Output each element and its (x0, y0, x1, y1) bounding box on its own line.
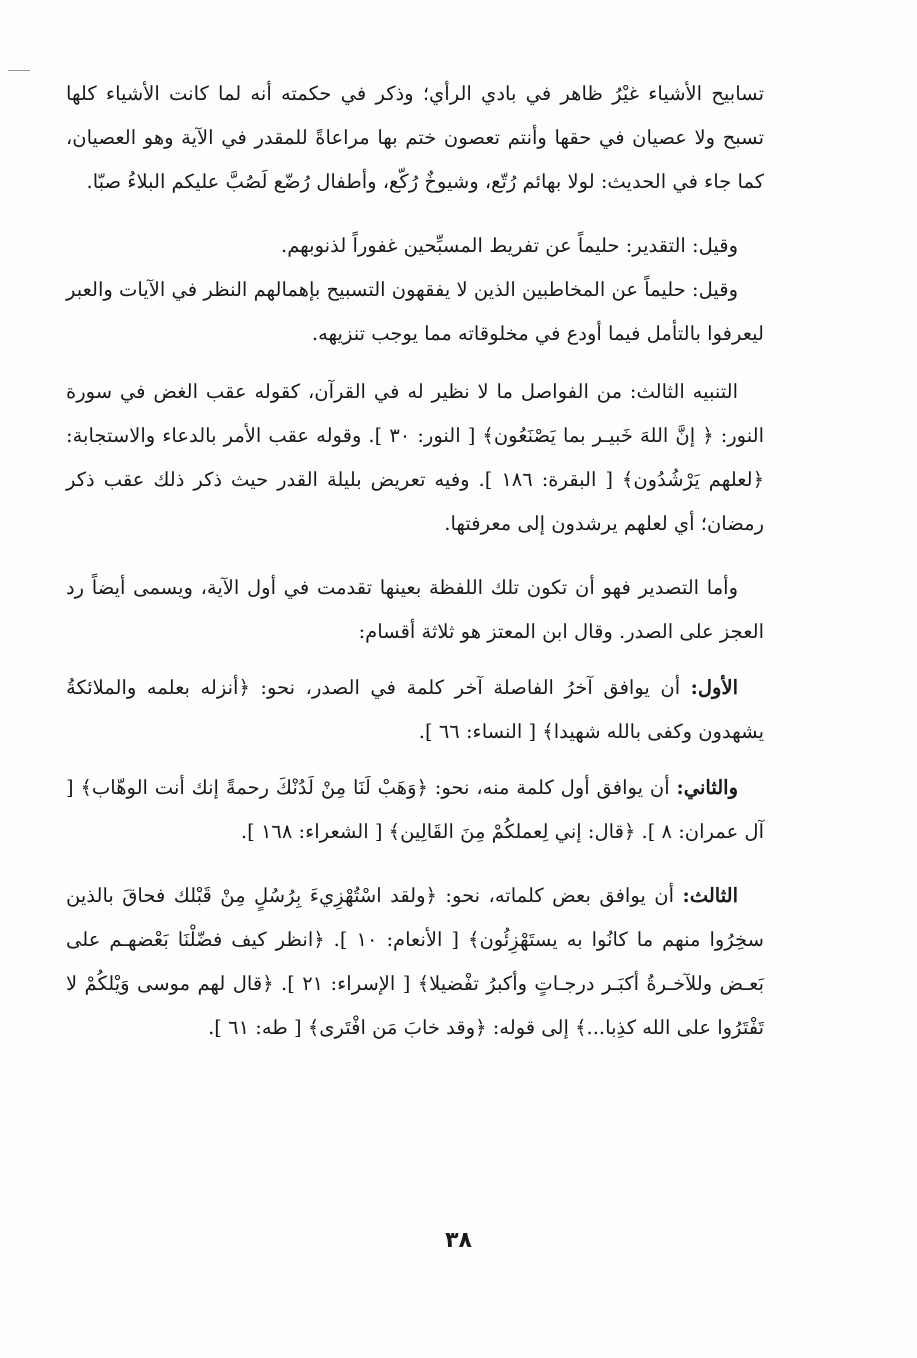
paragraph-8 (66, 874, 764, 1050)
paragraph-8-text: أن يوافق بعض كلماته، نحو: ﴿ولقد اسْتُهْزِيءَ بِرُسُلٍ مِنْ قَبْلك فحاقَ بالذين سخِرُوا منهم ما كانُوا به يستَهْزِئُون﴾ [ الأنعام: ١٠ ]. ﴿انظر كيف فضّلْنَا بَعْضهـم على بَعـض وللآخـرةُ أكبَـر درجـاتٍ وأكبرُ تفْضيلا﴾ [ الإسراء: ٢١ ]. ﴿قال لهم موسى وَيْلكُمْ لا تَفْتَرُوا على الله كذِبا...﴾ إلى قوله: ﴿وقد خابَ مَن افْتَرى﴾ [ طه: ٦١ ]. (66, 884, 764, 1039)
paragraph-5 (66, 566, 764, 654)
paragraph-3-text: وقيل: حليماً عن المخاطبين الذين لا يفقهون التسبيح بإهمالهم النظر في الآيات والعبر ليعرفوا بالتأمل فيما أودع في مخلوقاته مما يوجب تنزيهه. (66, 278, 764, 345)
paragraph-1-text: تسابيح الأشياء غيْرُ ظاهر في بادي الرأي؛ وذكر في حكمته أنه لما كانت الأشياء كلها تسبح ولا عصيان في حقها وأنتم تعصون ختم بها مراعاةً للمقدر في الآية وهو العصيان، كما جاء في الحديث: لولا بهائم رُتّع، وشيوخٌ رُكّع، وأطفال رُضّع لَصُبَّ عليكم البلاءُ صبّا. (66, 82, 764, 193)
page-number: ٣٨ (445, 1228, 472, 1253)
paragraph-2 (66, 224, 764, 268)
paragraph-4 (66, 370, 764, 546)
paragraph-6-text: أن يوافق آخرُ الفاصلة آخر كلمة في الصدر، نحو: ﴿أنزله بعلمه والملائكةُ يشهدون وكفى بالله شهيدا﴾ [ النساء: ٦٦ ]. (66, 676, 764, 743)
paragraph-4-text: التنبيه الثالث: من الفواصل ما لا نظير له في القرآن، كقوله عقب الغض في سورة النور: ﴿ إنَّ اللهَ خَبيـر بما يَصْنَعُون﴾ [ النور: ٣٠ ]. وقوله عقب الأمر بالدعاء والاستجابة: ﴿لعلهم يَرْشُدُون﴾ [ البقرة: ١٨٦ ]. وفيه تعريض بليلة القدر حيث ذكر ذلك عقب ذكر رمضان؛ أي لعلهم يرشدون إلى معرفتها. (66, 380, 765, 535)
paragraph-7-text: أن يوافق أول كلمة منه، نحو: ﴿وَهَبْ لَنَا مِنْ لَدُنْكَ رحمةً إنك أنت الوهّاب﴾ [ آل عمران: ٨ ]. ﴿قال: إني لِعملكُمْ مِنَ القَالِين﴾ [ الشعراء: ١٦٨ ]. (66, 776, 764, 843)
paragraph-5-text: وأما التصدير فهو أن تكون تلك اللفظة بعينها تقدمت في أول الآية، ويسمى أيضاً رد العجز على الصدر. وقال ابن المعتز هو ثلاثة أقسام: (66, 576, 764, 643)
margin-mark (8, 70, 30, 71)
paragraph-3 (66, 268, 764, 356)
paragraph-2-text: وقيل: التقدير: حليماً عن تفريط المسبِّحين غفوراً لذنوبهم. (281, 234, 738, 257)
paragraph-1 (66, 72, 764, 204)
paragraph-8-lead: الثالث: (682, 884, 738, 907)
paragraph-7-lead: والثاني: (676, 776, 738, 799)
page-body (66, 72, 764, 1050)
paragraph-6-lead: الأول: (690, 676, 738, 699)
paragraph-7 (66, 766, 764, 854)
paragraph-6 (66, 666, 764, 754)
